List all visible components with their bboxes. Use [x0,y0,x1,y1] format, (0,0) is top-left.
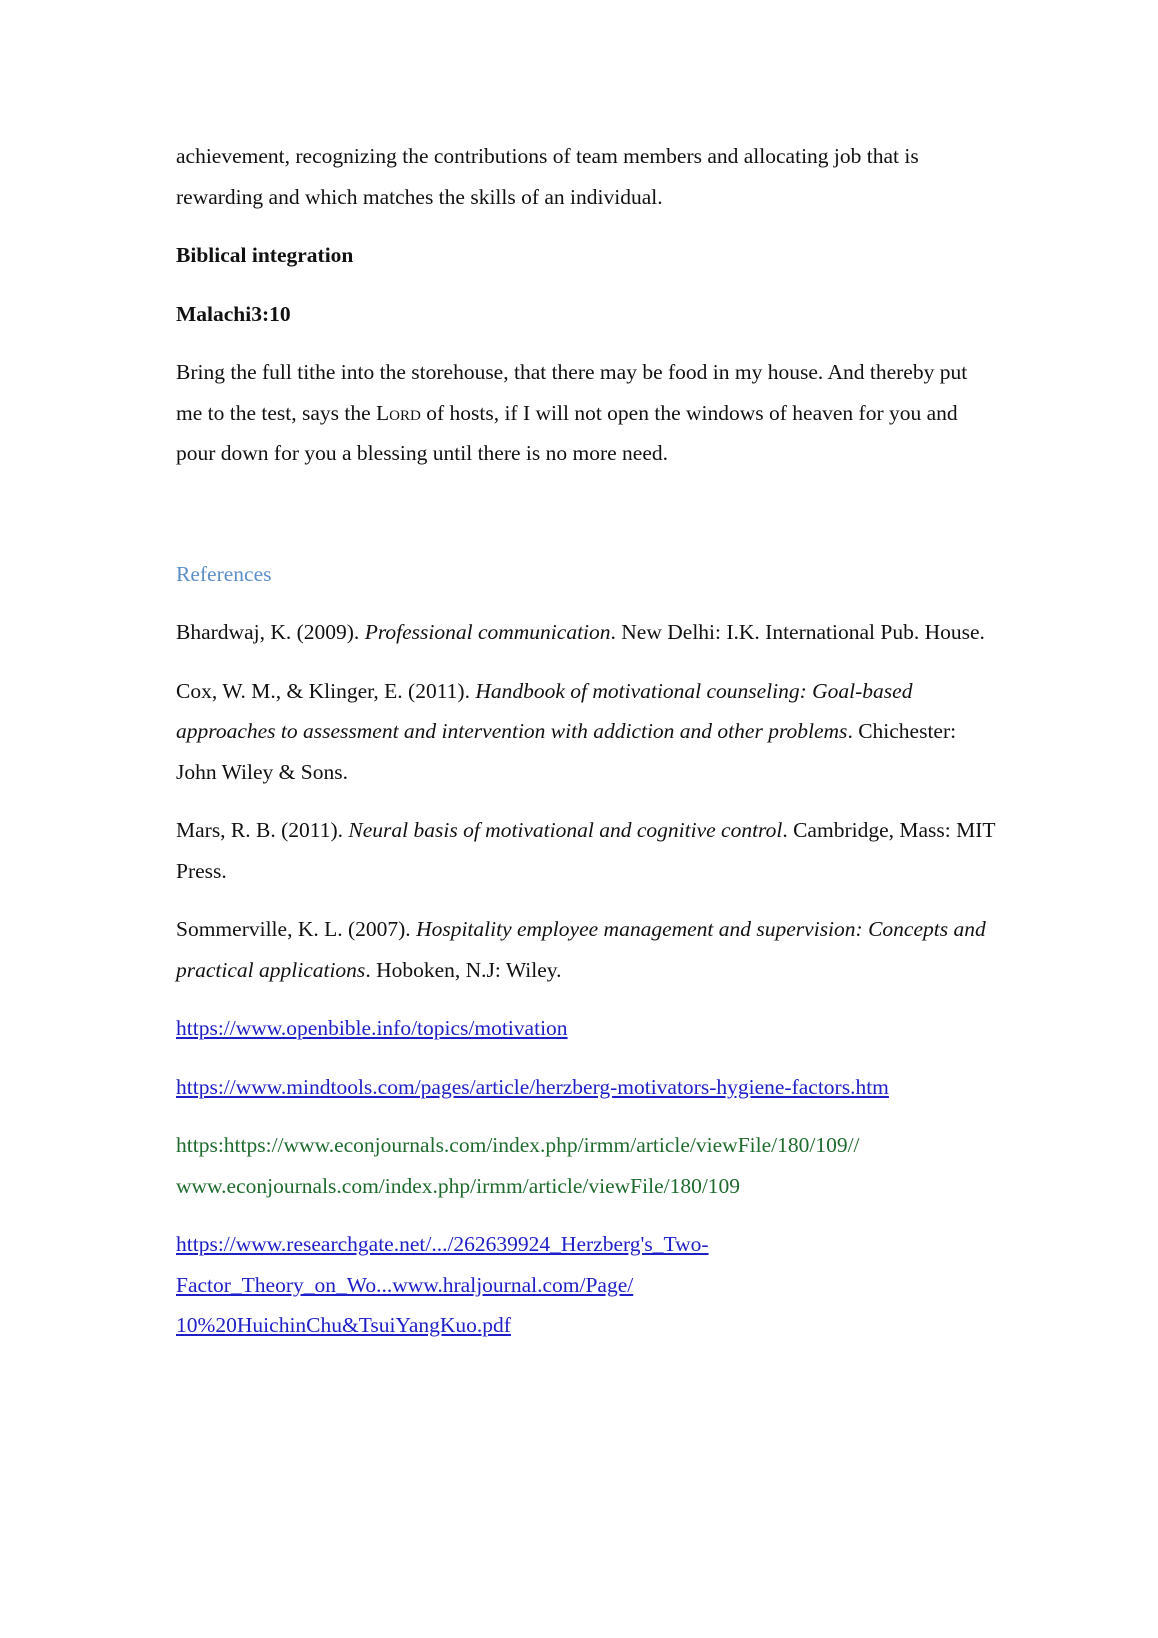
reference-title: Professional communication [364,620,611,644]
reference-authors: Mars, R. B. (2011). [176,818,349,842]
reference-authors: Sommerville, K. L. (2007). [176,917,417,941]
reference-authors: Cox, W. M., & Klinger, E. (2011). [176,678,476,703]
verse-lord: Lord [376,400,421,425]
researchgate-link-line-1[interactable]: https://www.researchgate.net/.../262639924_Herzberg's_Two- [176,1232,709,1256]
researchgate-link-line-2[interactable]: Factor_Theory_on_Wo...www.hraljournal.com/Page/ [176,1272,634,1297]
reference-authors: Bhardwaj, K. (2009). [176,620,365,644]
reference-title: Hospitality employee management and supervision: Concepts and practical applications [176,917,986,982]
reference-title: Handbook of motivational counseling: Goal-based approaches to assessment and intervention with addiction and other problems [176,678,913,743]
reference-entry [176,671,996,793]
reference-link-row [176,1067,996,1108]
econjournals-line-2: www.econjournals.com/index.php/irmm/article/viewFile/180/109 [176,1173,741,1198]
reference-publisher: . Cambridge, Mass: MIT Press. [176,818,996,883]
reference-entry [176,612,996,653]
econjournals-reference [176,1125,996,1206]
page-content [176,136,996,1364]
reference-title: Neural basis of motivational and cognitive control [348,818,783,842]
reference-entry [176,810,996,891]
researchgate-reference [176,1224,996,1346]
reference-link-row [176,1008,996,1049]
reference-publisher: . Chichester: John Wiley & Sons. [176,719,957,784]
references-heading: References [176,561,272,586]
mindtools-link[interactable]: https://www.mindtools.com/pages/article/herzberg-motivators-hygiene-factors.htm [176,1074,889,1099]
reference-publisher: . Hoboken, N.J: Wiley. [365,957,562,982]
section-heading: Biblical integration [176,243,354,267]
verse-reference: Malachi3:10 [176,301,291,326]
verse-text-part2: of hosts, if I will not open the windows of heaven for you and pour down for you a blessing until there is no more need. [176,400,958,465]
researchgate-link-line-3[interactable]: 10%20HuichinChu&TsuiYangKuo.pdf [176,1313,511,1337]
verse-text-part1: Bring the full tithe into the storehouse, that there may be food in my house. And thereby put me to the test, says the [176,360,968,425]
intro-paragraph: achievement, recognizing the contributions of team members and allocating job that is rewarding and which matches the skills of an individual. [176,144,919,209]
reference-entry [176,909,996,990]
verse-paragraph [176,352,996,474]
econjournals-line-1: https:https://www.econjournals.com/index.php/irmm/article/viewFile/180/109// [176,1133,860,1157]
reference-publisher: . New Delhi: I.K. International Pub. House. [610,620,985,644]
openbible-link[interactable]: https://www.openbible.info/topics/motivation [176,1016,568,1040]
